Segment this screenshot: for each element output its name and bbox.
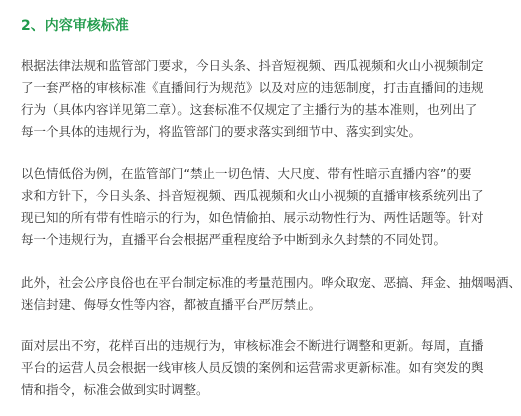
paragraph-review-standards bbox=[21, 55, 484, 143]
paragraph-line: 以色情低俗为例，在监管部门“禁止一切色情、大尺度、带有性暗示直播内容”的要 bbox=[21, 166, 472, 181]
paragraph-standard-updates bbox=[21, 335, 484, 401]
paragraph-line: 行为（具体内容详见第二章）。这套标准不仅规定了主播行为的基本准则，也列出了 bbox=[21, 102, 478, 117]
paragraph-line: 根据法律法规和监管部门要求，今日头条、抖音短视频、西瓜视频和火山小视频制定 bbox=[21, 58, 484, 73]
paragraph-public-order bbox=[21, 272, 521, 316]
paragraph-vulgar-content-example bbox=[21, 163, 484, 251]
paragraph-line: 每一个违规行为，直播平台会根据严重程度给予中断到永久封禁的不同处罚。 bbox=[21, 232, 447, 247]
section-heading: 2、内容审核标准 bbox=[21, 18, 129, 34]
paragraph-line: 迷信封建、侮辱女性等内容，都被直播平台严厉禁止。 bbox=[21, 297, 322, 312]
paragraph-line: 此外，社会公序良俗也在平台制定标准的考量范围内。哗众取宠、恶搞、拜金、抽烟喝酒、 bbox=[21, 275, 521, 290]
paragraph-line: 平台的运营人员会根据一线审核人员反馈的案例和运营需求更新标准。如有突发的舆 bbox=[21, 360, 484, 375]
paragraph-line: 情和指令，标准会做到实时调整。 bbox=[21, 382, 209, 397]
paragraph-line: 现已知的所有带有性暗示的行为，如色情偷拍、展示动物性行为、两性话题等。针对 bbox=[21, 210, 484, 225]
paragraph-line: 每一个具体的违规行为，将监管部门的要求落实到细节中、落实到实处。 bbox=[21, 124, 422, 139]
paragraph-line: 求和方针下，今日头条、抖音短视频、西瓜视频和火山小视频的直播审核系统列出了 bbox=[21, 188, 484, 203]
paragraph-line: 了一套严格的审核标准《直播间行为规范》以及对应的违惩制度，打击直播间的违规 bbox=[21, 80, 484, 95]
paragraph-line: 面对层出不穷，花样百出的违规行为，审核标准会不断进行调整和更新。每周，直播 bbox=[21, 338, 484, 353]
